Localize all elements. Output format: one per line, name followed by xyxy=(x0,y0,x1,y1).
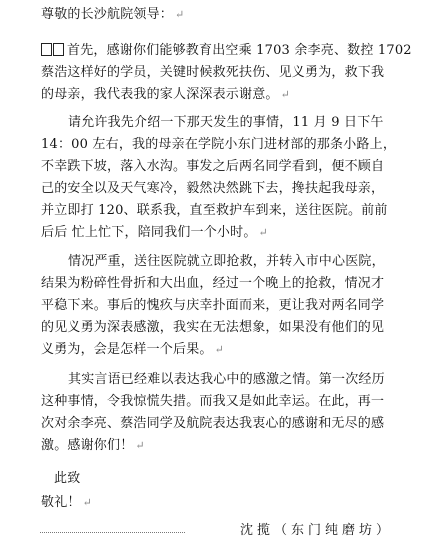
closing-line xyxy=(54,470,80,488)
body-line-4 xyxy=(68,114,384,132)
body-line-9 xyxy=(41,224,268,242)
body-text: 结果为粉碎性骨折和大出血，经过一个晚上的抢救，情况才 xyxy=(41,276,385,291)
salutation-line xyxy=(41,6,184,24)
body-line-12 xyxy=(41,297,384,315)
regards: 敬礼！ xyxy=(41,495,81,510)
body-line-16 xyxy=(41,393,384,411)
body-line-3 xyxy=(41,86,290,104)
body-text: 己的安全以及天气寒冷，毅然决然跳下去，搀扶起我母亲， xyxy=(41,181,385,196)
body-text: 并立即打 120、联系我，直至救护车到来，送往医院。前前 xyxy=(41,203,388,218)
body-line-14 xyxy=(41,341,224,359)
missing-glyph-boxes-icon xyxy=(41,43,65,62)
body-line-6 xyxy=(41,158,384,176)
signature: 沈揽（东门纯磨坊） xyxy=(240,523,394,538)
paragraph-mark-icon: ↵ xyxy=(258,226,268,239)
signature-line xyxy=(40,522,420,540)
salutation: 尊敬的长沙航院领导： xyxy=(41,7,174,22)
body-text: 义勇为，会是怎样一个后果。 xyxy=(41,342,213,357)
body-text: 后后 忙上忙下，陪同我们一个小时。 xyxy=(41,225,257,240)
body-text: 平稳下来。事后的愧疚与庆幸扑面而来，更让我对两名同学 xyxy=(41,298,385,313)
closing: 此致 xyxy=(54,471,81,486)
body-text: 这种事情，令我惊慌失措。而我又是如此幸运。在此，再一 xyxy=(41,394,385,409)
body-line-18 xyxy=(41,437,145,455)
body-line-7 xyxy=(41,180,384,198)
paragraph-mark-icon: ↵ xyxy=(280,88,291,101)
body-text: 的母亲，我代表我的家人深深表示谢意。 xyxy=(41,87,279,102)
body-text: 不幸跌下坡，落入水沟。事发之后两名同学看到，便不顾自 xyxy=(41,159,385,174)
body-line-5 xyxy=(41,136,396,154)
paragraph-mark-icon: ↵ xyxy=(214,343,225,356)
paragraph-mark-icon: ↵ xyxy=(175,8,185,21)
body-line-11 xyxy=(41,275,384,293)
dotted-leader xyxy=(40,532,185,533)
body-text: 次对余李亮、蔡浩同学及航院表达我衷心的感谢和无尽的感 xyxy=(41,416,385,431)
body-text: 请允许我先介绍一下那天发生的事情，11 月 9 日下午 xyxy=(68,115,384,130)
body-line-2 xyxy=(41,64,384,82)
body-line-15 xyxy=(68,371,385,389)
body-line-17 xyxy=(41,415,384,433)
body-text: 蔡浩这样好的学员，关键时候救死扶伤、见义勇为，救下我 xyxy=(41,65,385,80)
body-text: 的见义勇为深表感激，我实在无法想象，如果没有他们的见 xyxy=(41,320,385,335)
body-line-13 xyxy=(41,319,384,337)
paragraph-mark-icon: ↵ xyxy=(135,439,145,452)
body-text: 14：00 左右，我的母亲在学院小东门进材部的那条小路上， xyxy=(41,137,397,152)
paragraph-mark-icon: ↵ xyxy=(82,496,93,509)
body-text: 首先，感谢你们能够教育出空乘 1703 余李亮、数控 1702 xyxy=(67,43,412,58)
body-line-10 xyxy=(68,253,385,271)
body-line-1 xyxy=(41,42,412,62)
body-text: 其实言语已经难以表达我心中的感激之情。第一次经历 xyxy=(68,372,385,387)
body-text: 情况严重，送往医院就立即抢救，并转入市中心医院， xyxy=(68,254,385,269)
body-line-8 xyxy=(41,202,388,220)
regards-line xyxy=(41,494,92,512)
body-text: 激。感谢你们！ xyxy=(41,438,134,453)
